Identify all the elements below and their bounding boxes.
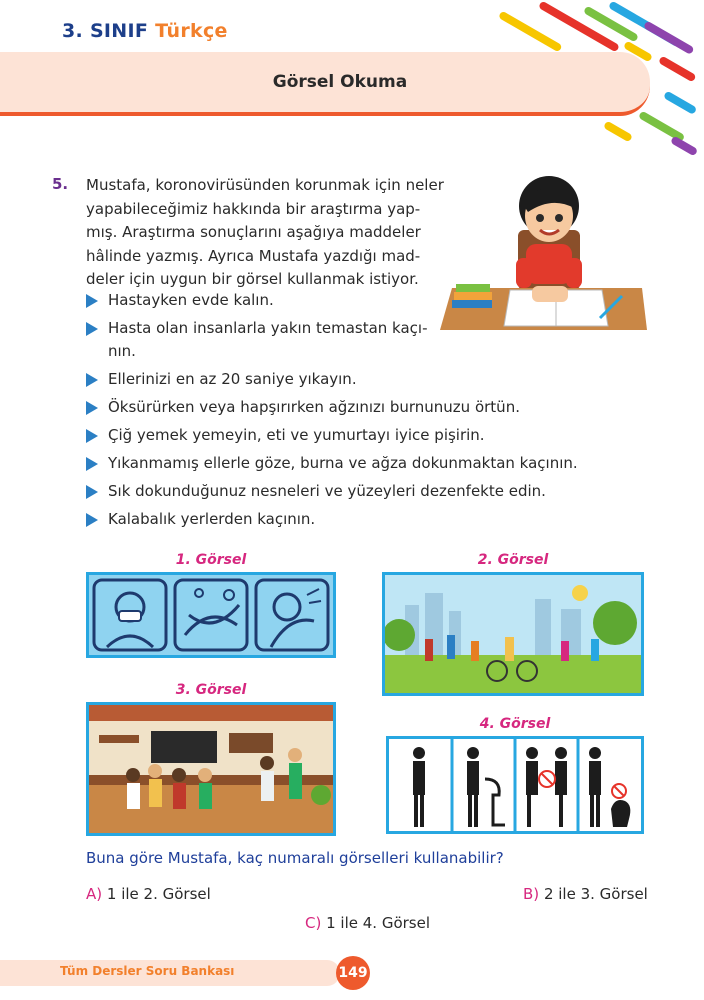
list-item: Çiğ yemek yemeyin, eti ve yumurtayı iyice pişirin. (86, 424, 646, 447)
triangle-bullet-icon (86, 457, 98, 471)
option-a-text: 1 ile 2. Görsel (106, 885, 211, 903)
question-line: Mustafa, koronovirüsünden korunmak için neler (86, 176, 444, 194)
option-b[interactable] (523, 885, 648, 903)
image-3-frame (86, 702, 336, 836)
option-a[interactable] (86, 885, 211, 903)
list-item: Hasta olan insanlarla yakın temastan kaçı- nın. (86, 317, 646, 363)
triangle-bullet-icon (86, 294, 98, 308)
option-c-text: 1 ile 4. Görsel (326, 914, 431, 932)
bullet-list (86, 289, 646, 536)
page-number: 149 (336, 956, 370, 990)
triangle-bullet-icon (86, 485, 98, 499)
page-title: Görsel Okuma (272, 72, 408, 92)
image-1-label: 1. Görsel (175, 552, 247, 568)
question-text (86, 174, 444, 292)
crowded-park-illustration (385, 575, 641, 693)
image-2-frame (382, 572, 644, 696)
option-a-letter: A) (86, 885, 103, 903)
option-b-letter: B) (523, 885, 540, 903)
grade-subject (62, 20, 228, 42)
image-1-frame (86, 572, 336, 658)
hygiene-icons-illustration (89, 575, 333, 655)
footer-book-title: Tüm Dersler Soru Bankası (60, 964, 235, 978)
subject-label: Türkçe (155, 20, 228, 42)
image-4-label: 4. Görsel (479, 716, 551, 732)
image-4-frame (386, 736, 644, 834)
crowded-cafe-illustration (89, 705, 333, 833)
question-line: hâlinde yazmış. Ayrıca Mustafa yazdığı mad- (86, 246, 421, 265)
triangle-bullet-icon (86, 373, 98, 387)
list-item: Öksürürken veya hapşırırken ağzınızı burnunuzu örtün. (86, 396, 646, 419)
question-line: mış. Araştırma sonuçlarını aşağıya maddeler (86, 223, 421, 241)
question-line: yapabileceğimiz hakkında bir araştırma yap- (86, 199, 421, 218)
option-b-text: 2 ile 3. Görsel (543, 885, 648, 903)
option-c-letter: C) (305, 914, 322, 932)
triangle-bullet-icon (86, 322, 98, 336)
question-number: 5. (52, 175, 69, 193)
list-item-continuation: nın. (108, 342, 136, 360)
list-item: Sık dokunduğunuz nesneleri ve yüzeyleri dezenfekte edin. (86, 480, 646, 503)
triangle-bullet-icon (86, 401, 98, 415)
list-item: Kalabalık yerlerden kaçının. (86, 508, 646, 531)
option-c[interactable] (305, 914, 430, 932)
question-prompt: Buna göre Mustafa, kaç numaralı görselleri kullanabilir? (86, 849, 504, 867)
image-2-label: 2. Görsel (477, 552, 549, 568)
question-line: deler için uygun bir görsel kullanmak istiyor. (86, 270, 419, 288)
triangle-bullet-icon (86, 429, 98, 443)
triangle-bullet-icon (86, 513, 98, 527)
grade-label: 3. SINIF (62, 20, 149, 42)
list-item: Ellerinizi en az 20 saniye yıkayın. (86, 368, 646, 391)
image-3-label: 3. Görsel (175, 682, 247, 698)
hygiene-actions-illustration (389, 739, 641, 831)
list-item: Yıkanmamış ellerle göze, burna ve ağza dokunmaktan kaçının. (86, 452, 646, 475)
list-item: Hastayken evde kalın. (86, 289, 646, 312)
